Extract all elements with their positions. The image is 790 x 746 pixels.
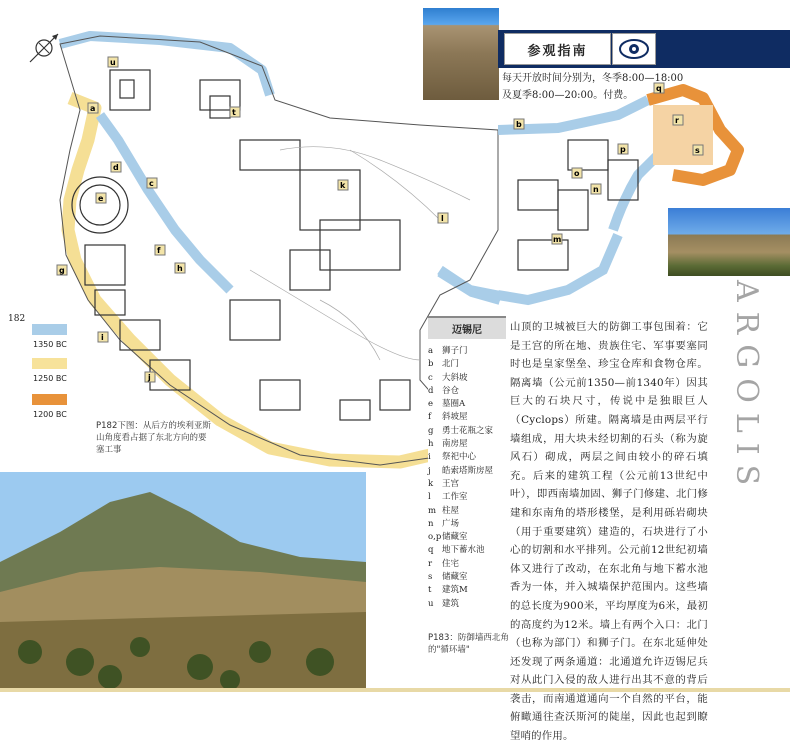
caption-p182: P182下图：从后方的埃利亚斯山角度看占据了东北方向的要塞工事 [96, 421, 211, 455]
legend-key: b [428, 359, 434, 370]
legend-item [428, 558, 506, 571]
map-label-g [57, 265, 67, 275]
building-plans [72, 70, 410, 420]
svg-text:q: q [656, 84, 662, 93]
legend-key: r [428, 558, 433, 569]
map-label-c [147, 178, 157, 188]
legend-key: o,p [428, 532, 442, 543]
legend-item [428, 398, 506, 411]
map-label-h [175, 263, 185, 273]
legend-item [428, 518, 506, 531]
svg-text:a: a [90, 104, 96, 113]
page-number: 182 [8, 314, 26, 324]
swatch-label-1250bc: 1250 BC [33, 374, 67, 383]
map-label-u [108, 57, 118, 67]
side-title: ARGOLIS [729, 280, 764, 496]
legend-key: t [428, 585, 432, 596]
photo-cyclopean-wall [423, 8, 499, 100]
legend-label: 皓索塔斯房屋 [442, 465, 494, 476]
legend-key: d [428, 385, 434, 396]
legend-item [428, 505, 506, 518]
legend-item [428, 372, 506, 385]
map-label-a [88, 103, 98, 113]
legend-item [428, 584, 506, 597]
svg-text:r: r [675, 116, 679, 125]
legend-item [428, 451, 506, 464]
legend-item [428, 385, 506, 398]
legend-item [428, 465, 506, 478]
map-label-s [693, 145, 703, 155]
legend-key: a [428, 346, 434, 356]
svg-text:n: n [593, 185, 599, 194]
legend-label: 建筑M [442, 585, 468, 596]
legend-key: l [428, 492, 431, 503]
legend-label: 柱屋 [442, 505, 460, 516]
photo-circuit-wall [668, 208, 790, 276]
legend-item [428, 438, 506, 451]
svg-text:d: d [113, 163, 119, 172]
map-label-l [438, 213, 448, 223]
caption-p183: P183：防御墙西北角的"循环墙" [428, 633, 509, 655]
svg-text:m: m [553, 235, 562, 244]
svg-text:l: l [441, 214, 444, 223]
legend-label: 祭祀中心 [442, 452, 477, 463]
swatch-label-1200bc: 1200 BC [33, 410, 67, 419]
legend-key: s [428, 572, 433, 583]
legend-label: 斜坡屋 [442, 412, 468, 423]
legend-key: i [428, 452, 431, 463]
legend-label: 储藏室 [442, 532, 468, 543]
map-legend [428, 316, 506, 616]
legend-title: 迈锡尼 [428, 316, 506, 339]
legend-label: 谷仓 [442, 385, 460, 396]
legend-item [428, 358, 506, 371]
legend-key: n [428, 518, 434, 529]
svg-text:e: e [98, 194, 104, 203]
legend-label: 广场 [442, 518, 460, 529]
map-label-r [673, 115, 683, 125]
legend-label: 墓圈A [442, 399, 466, 410]
legend-label: 勇士花瓶之家 [442, 425, 494, 436]
map-label-d [111, 162, 121, 172]
legend-key: q [428, 545, 434, 556]
body-paragraph: 山顶的卫城被巨大的防御工事包围着：它是王宫的所在地、贵族住宅、军事要塞同时也是皇家堡垒、珍宝仓库和食物仓库。隔离墙（公元前1350—前1340年）因其巨大的石块尺寸，传说中是独眼巨人（Cyclops）所建。隔离墙是由两层平行墙组成，用大块未经切割的石头（称为旋风石）砌成，两层之间由较小的碎石填充。后来的建筑工程（公元前13世纪中叶），即西南墙加固、狮子门修建、北门修建和东南角的塔形楼堡，是利用砾岩砌块（用于重要建筑）建造的，石块进行了小心的切割和水平排列。公元前12世纪初墙体又进行了改动，在东北角与地下蓄水池香为一体，并入城墙保护范围内。这些墙的总长度为900米，平均厚度为6米，最初的高度约为12米。墙上有两个入口：北门（也称为部门）和狮子门。在东北延伸处还发现了两条通道：北通道允许迈锡尼兵对从此门入侵的敌人进行出其不意的背后袭击，而南通道通向一个自然的平台，能俯瞰通往查沃斯河的陡崖，因此也起到瞭望哨的作用。 [510, 321, 708, 743]
map-label-o [572, 168, 582, 178]
swatch-label-1350bc: 1350 BC [33, 340, 67, 349]
legend-key: k [428, 478, 434, 489]
svg-text:j: j [148, 373, 151, 382]
legend-item [428, 598, 506, 611]
legend-label: 北门 [442, 359, 460, 370]
legend-item [428, 544, 506, 557]
legend-key: e [428, 399, 434, 410]
legend-label: 大斜坡 [442, 372, 468, 383]
legend-label: 南房屋 [442, 439, 468, 450]
svg-text:p: p [620, 145, 626, 154]
svg-text:h: h [177, 264, 183, 273]
svg-text:g: g [59, 266, 65, 275]
svg-text:f: f [157, 246, 161, 255]
footer-bar [0, 688, 790, 692]
map-label-b [514, 119, 524, 129]
svg-text:o: o [574, 169, 580, 178]
svg-text:i: i [101, 333, 104, 342]
svg-text:s: s [695, 146, 700, 155]
legend-item [428, 345, 506, 358]
map-label-i [98, 332, 108, 342]
map-label-j [145, 372, 155, 382]
map-label-m [552, 234, 562, 244]
opening-hours-line2: 及夏季8:00—20:00。付费。 [502, 90, 634, 101]
svg-text:u: u [110, 58, 116, 67]
map-label-n [591, 184, 601, 194]
legend-label: 住宅 [442, 558, 460, 569]
photo-mycenae-landscape [0, 472, 366, 688]
swatch-1200bc [32, 394, 67, 405]
map-label-e [96, 193, 106, 203]
legend-item [428, 411, 506, 424]
opening-hours-line1: 每天开放时间分别为，冬季8:00—18:00 [502, 73, 684, 84]
svg-text:t: t [232, 108, 236, 117]
svg-text:b: b [516, 120, 522, 129]
legend-label: 王宫 [442, 478, 460, 489]
legend-key: g [428, 425, 434, 436]
guide-title: 参观指南 [504, 33, 611, 65]
legend-item [428, 491, 506, 504]
map-label-f [155, 245, 165, 255]
svg-text:k: k [340, 181, 346, 190]
legend-label: 狮子门 [442, 346, 468, 356]
map-label-t [230, 107, 240, 117]
legend-label: 工作室 [442, 492, 468, 503]
compass-icon [30, 34, 58, 62]
legend-key: f [428, 412, 432, 423]
map-label-p [618, 144, 628, 154]
legend-label: 地下蓄水池 [442, 545, 485, 556]
legend-item [428, 571, 506, 584]
eye-icon [612, 33, 656, 65]
legend-key: m [428, 505, 437, 516]
map-label-k [338, 180, 348, 190]
legend-item [428, 478, 506, 491]
legend-key: h [428, 439, 434, 450]
swatch-1250bc [32, 358, 67, 369]
legend-label: 储藏室 [442, 572, 468, 583]
legend-label: 建筑 [442, 598, 460, 609]
svg-text:c: c [149, 179, 154, 188]
legend-item [428, 425, 506, 438]
swatch-1350bc [32, 324, 67, 335]
legend-key: j [428, 465, 431, 476]
legend-key: u [428, 598, 434, 609]
legend-key: c [428, 372, 433, 383]
legend-item [428, 531, 506, 544]
